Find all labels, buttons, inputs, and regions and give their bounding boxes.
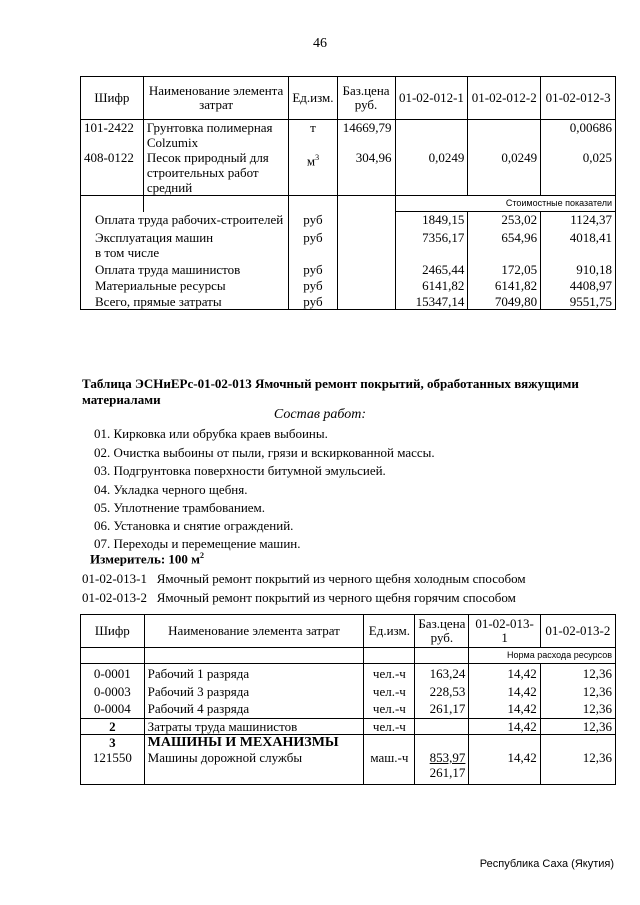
summary-unit: руб [289, 277, 337, 293]
summary-name: Оплата труда машинистов [81, 260, 289, 277]
work-item: 06. Установка и снятие ограждений. [94, 518, 294, 533]
summary-name: Эксплуатация машин [81, 227, 289, 245]
col-header: Баз.цена руб. [337, 77, 395, 120]
cell-unit: $м^3$ [289, 150, 337, 196]
resource-table-013 [80, 614, 616, 785]
cell-code: 0-0001 [81, 664, 145, 682]
measure-unit: Измеритель: 100 $м^2$ [90, 551, 205, 567]
cell-price: 261,17 [415, 699, 469, 719]
summary-value: 253,02 [468, 212, 541, 228]
footer-region: Республика Саха (Якутия) [479, 858, 614, 870]
col-header: 01-02-012-3 [541, 77, 616, 120]
cell-value: 0,025 [541, 150, 616, 196]
summary-value: 1124,37 [541, 212, 616, 228]
cell-value: 14,42 [469, 719, 540, 735]
summary-value: 910,18 [541, 260, 616, 277]
page-number: 46 [313, 36, 327, 51]
cell-value [395, 120, 468, 151]
group-row [81, 735, 616, 751]
summary-unit: руб [289, 293, 337, 310]
cell-value: 0,0249 [395, 150, 468, 196]
cell-name: Рабочий 4 разряда [144, 699, 364, 719]
work-item: 02. Очистка выбоины от пыли, грязи и вскиркованной массы. [94, 445, 435, 460]
norm-code-line: 01-02-013-2 Ямочный ремонт покрытий из черного щебня горячим способом [82, 590, 516, 605]
cell-value: 14,42 [469, 681, 540, 699]
work-item: 07. Переходы и перемещение машин. [94, 536, 301, 551]
cell-unit: маш.-ч [364, 750, 415, 785]
cell-price: 228,53 [415, 681, 469, 699]
summary-value: 15347,14 [395, 293, 468, 310]
cell-price: 304,96 [337, 150, 395, 196]
summary-row [81, 293, 616, 310]
col-header: 01-02-013-1 [469, 615, 540, 648]
cell-code: 101-2422 [81, 120, 144, 151]
table-row [81, 664, 616, 682]
summary-row [81, 227, 616, 245]
cell-value: 14,42 [469, 750, 540, 785]
cell-name: Рабочий 1 разряда [144, 664, 364, 682]
cell-name: Грунтовка полимерная Colzumix [143, 120, 289, 151]
cell-value: 14,42 [469, 664, 540, 682]
cell-name: Машины дорожной службы [144, 750, 364, 785]
cost-indicators-label: Стоимостные показатели [395, 196, 615, 212]
cost-label-row [81, 196, 616, 212]
cell-code: 408-0122 [81, 150, 144, 196]
cell-value: 12,36 [540, 664, 615, 682]
norm-label-row [81, 648, 616, 664]
cell-value [468, 120, 541, 151]
cell-unit: чел.-ч [364, 719, 415, 735]
table-row [81, 699, 616, 719]
resource-table-012 [80, 76, 616, 310]
cell-price: 163,24 [415, 664, 469, 682]
summary-value: 654,96 [468, 227, 541, 245]
summary-row [81, 245, 616, 260]
cell-unit: чел.-ч [364, 699, 415, 719]
work-item: 03. Подгрунтовка поверхности битумной эмульсией. [94, 463, 386, 478]
cell-name: Затраты труда машинистов [144, 719, 364, 735]
summary-value: 4408,97 [541, 277, 616, 293]
col-header: Шифр [81, 615, 145, 648]
cell-unit: чел.-ч [364, 681, 415, 699]
col-header: Ед.изм. [289, 77, 337, 120]
group-name: МАШИНЫ И МЕХАНИЗМЫ [144, 735, 364, 751]
cell-value: 12,36 [540, 681, 615, 699]
table-heading: Таблица ЭСНиЕРс-01-02-013 Ямочный ремонт покрытий, обработанных вяжущими материалами [82, 376, 579, 407]
col-header: Баз.цена руб. [415, 615, 469, 648]
col-header: Ед.изм. [364, 615, 415, 648]
summary-unit: руб [289, 212, 337, 228]
summary-value: 7356,17 [395, 227, 468, 245]
work-item: 05. Уплотнение трамбованием. [94, 500, 266, 515]
cell-value: 14,42 [469, 699, 540, 719]
summary-name: в том числе [81, 245, 289, 260]
col-header: Наименование элемента затрат [143, 77, 289, 120]
cell-code: 121550 [81, 750, 145, 785]
cell-value: 0,00686 [541, 120, 616, 151]
cell-value: 12,36 [540, 750, 615, 785]
norm-code-line: 01-02-013-1 Ямочный ремонт покрытий из черного щебня холодным способом [82, 571, 526, 586]
summary-value: 172,05 [468, 260, 541, 277]
table-row [81, 681, 616, 699]
summary-unit: руб [289, 260, 337, 277]
cell-code: 0-0004 [81, 699, 145, 719]
work-item: 01. Кирковка или обрубка краев выбоины. [94, 426, 328, 441]
col-header: 01-02-012-2 [468, 77, 541, 120]
table-header-row [81, 77, 616, 120]
group-code: 3 [81, 735, 145, 751]
summary-row [81, 277, 616, 293]
summary-value: 9551,75 [541, 293, 616, 310]
table-row [81, 150, 616, 196]
summary-name: Материальные ресурсы [81, 277, 289, 293]
cell-value: 12,36 [540, 699, 615, 719]
cell-name: Рабочий 3 разряда [144, 681, 364, 699]
summary-value: 2465,44 [395, 260, 468, 277]
summary-name: Всего, прямые затраты [81, 293, 289, 310]
table-row [81, 120, 616, 151]
cell-value: 0,0249 [468, 150, 541, 196]
summary-value: 6141,82 [395, 277, 468, 293]
summary-row [81, 212, 616, 228]
norm-label: Норма расхода ресурсов [469, 648, 616, 664]
summary-value: 6141,82 [468, 277, 541, 293]
table-row [81, 719, 616, 735]
cell-price: 14669,79 [337, 120, 395, 151]
col-header: 01-02-013-2 [540, 615, 615, 648]
cell-code: 0-0003 [81, 681, 145, 699]
cell-unit: т [289, 120, 337, 151]
composition-title: Состав работ: [273, 407, 367, 422]
cell-code: 2 [81, 719, 145, 735]
summary-row [81, 260, 616, 277]
col-header: 01-02-012-1 [395, 77, 468, 120]
col-header: Шифр [81, 77, 144, 120]
cell-unit: чел.-ч [364, 664, 415, 682]
col-header: Наименование элемента затрат [144, 615, 364, 648]
summary-value: 4018,41 [541, 227, 616, 245]
summary-name: Оплата труда рабочих-строителей [81, 212, 289, 228]
summary-value: 7049,80 [468, 293, 541, 310]
table-header-row [81, 615, 616, 648]
cell-name: Песок природный для строительных работ средний [143, 150, 289, 196]
cell-value: 12,36 [540, 719, 615, 735]
work-item: 04. Укладка черного щебня. [94, 482, 248, 497]
summary-value: 1849,15 [395, 212, 468, 228]
cell-price: 853,97 261,17 [415, 750, 469, 785]
table-row [81, 750, 616, 785]
summary-unit: руб [289, 227, 337, 245]
